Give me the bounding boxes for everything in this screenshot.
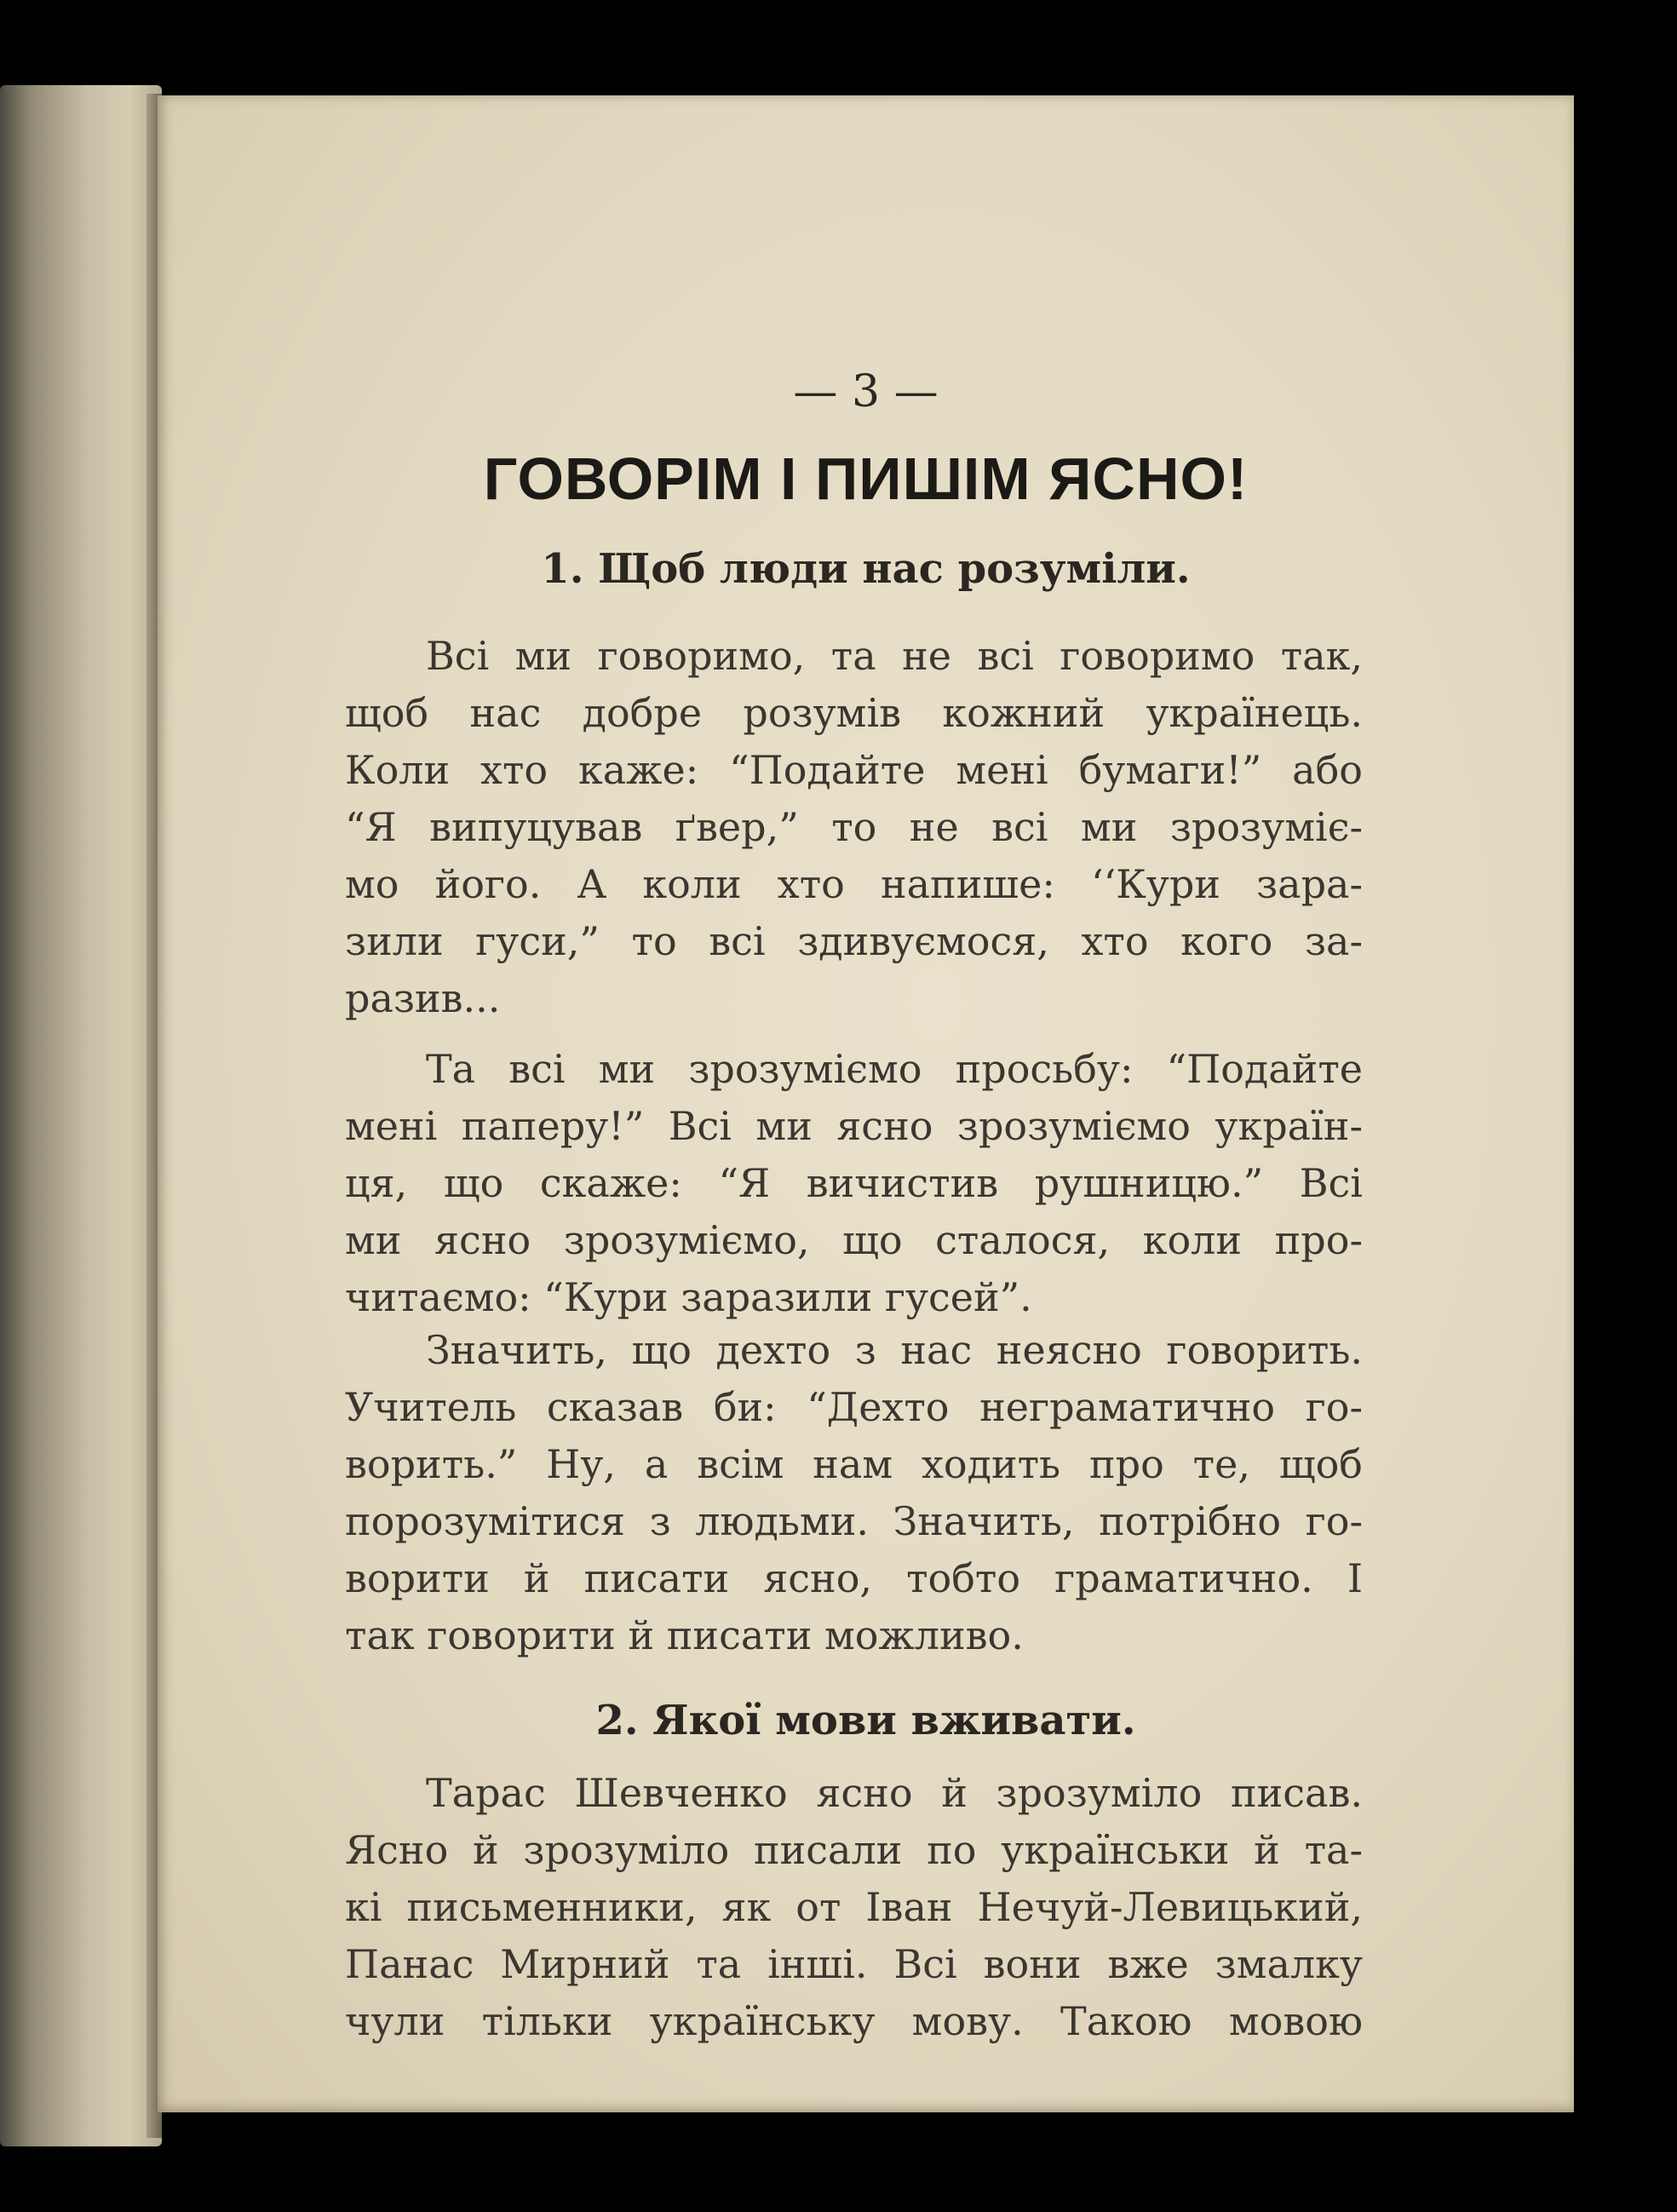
text-line: ворити й писати ясно, тобто граматично. І <box>345 1555 1363 1601</box>
text-line: кі письменники, як от Іван Нечуй-Левицький, <box>345 1884 1363 1930</box>
text-line: ворить.” Ну, а всім нам ходить про те, щоб <box>345 1441 1363 1487</box>
text-line: так говорити й писати можливо. <box>345 1612 1024 1658</box>
page-title: ГОВОРІМ І ПИШІМ ЯСНО! <box>483 445 1249 512</box>
page-number: — 3 — <box>793 366 939 417</box>
text-line: Та всі ми зрозуміємо просьбу: “Подайте <box>426 1046 1363 1092</box>
text-line: мені паперу!” Всі ми ясно зрозуміємо україн- <box>345 1103 1363 1149</box>
text-line: разив... <box>345 975 501 1021</box>
text-line: щоб нас добре розумів кожний українець. <box>345 690 1363 736</box>
text-line: читаємо: “Кури заразили гусей”. <box>345 1274 1032 1320</box>
text-line: Учитель сказав би: “Дехто неграматично го- <box>345 1384 1363 1430</box>
book-page <box>158 95 1574 2112</box>
paragraph <box>345 1765 1363 2050</box>
text-line: чули тільки українську мову. Такою мовою <box>345 1998 1363 2044</box>
text-line: ця, що скаже: “Я вичистив рушницю.” Всі <box>345 1160 1363 1206</box>
text-line: Тарас Шевченко ясно й зрозуміло писав. <box>426 1770 1363 1816</box>
text-line: Панас Мирний та інші. Всі вони вже змалку <box>345 1941 1363 1987</box>
text-line: порозумітися з людьми. Значить, потрібно го- <box>345 1498 1363 1544</box>
text-line: Значить, що дехто з нас неясно говорить. <box>426 1327 1363 1373</box>
paragraph <box>345 1041 1363 1326</box>
text-line: ми ясно зрозуміємо, що сталося, коли про- <box>345 1217 1363 1263</box>
text-line: “Я випуцував ґвер,” то не всі ми зрозуміє- <box>345 804 1363 850</box>
text-line: Всі ми говоримо, та не всі говоримо так, <box>426 633 1363 679</box>
paragraph <box>345 628 1363 1027</box>
section-heading: 1. Щоб люди нас розуміли. <box>541 545 1191 593</box>
text-line: Ясно й зрозуміло писали по українськи й та- <box>345 1827 1363 1873</box>
facing-page-edge <box>0 85 162 2146</box>
paragraph <box>345 1322 1363 1664</box>
section-heading: 2. Якої мови вживати. <box>595 1697 1136 1744</box>
text-line: зили гуси,” то всі здивуємося, хто кого за- <box>345 918 1363 964</box>
text-line: мо його. А коли хто напише: ‘‘Кури зара- <box>345 861 1363 907</box>
text-line: Коли хто каже: “Подайте мені бумаги!” або <box>345 747 1363 793</box>
